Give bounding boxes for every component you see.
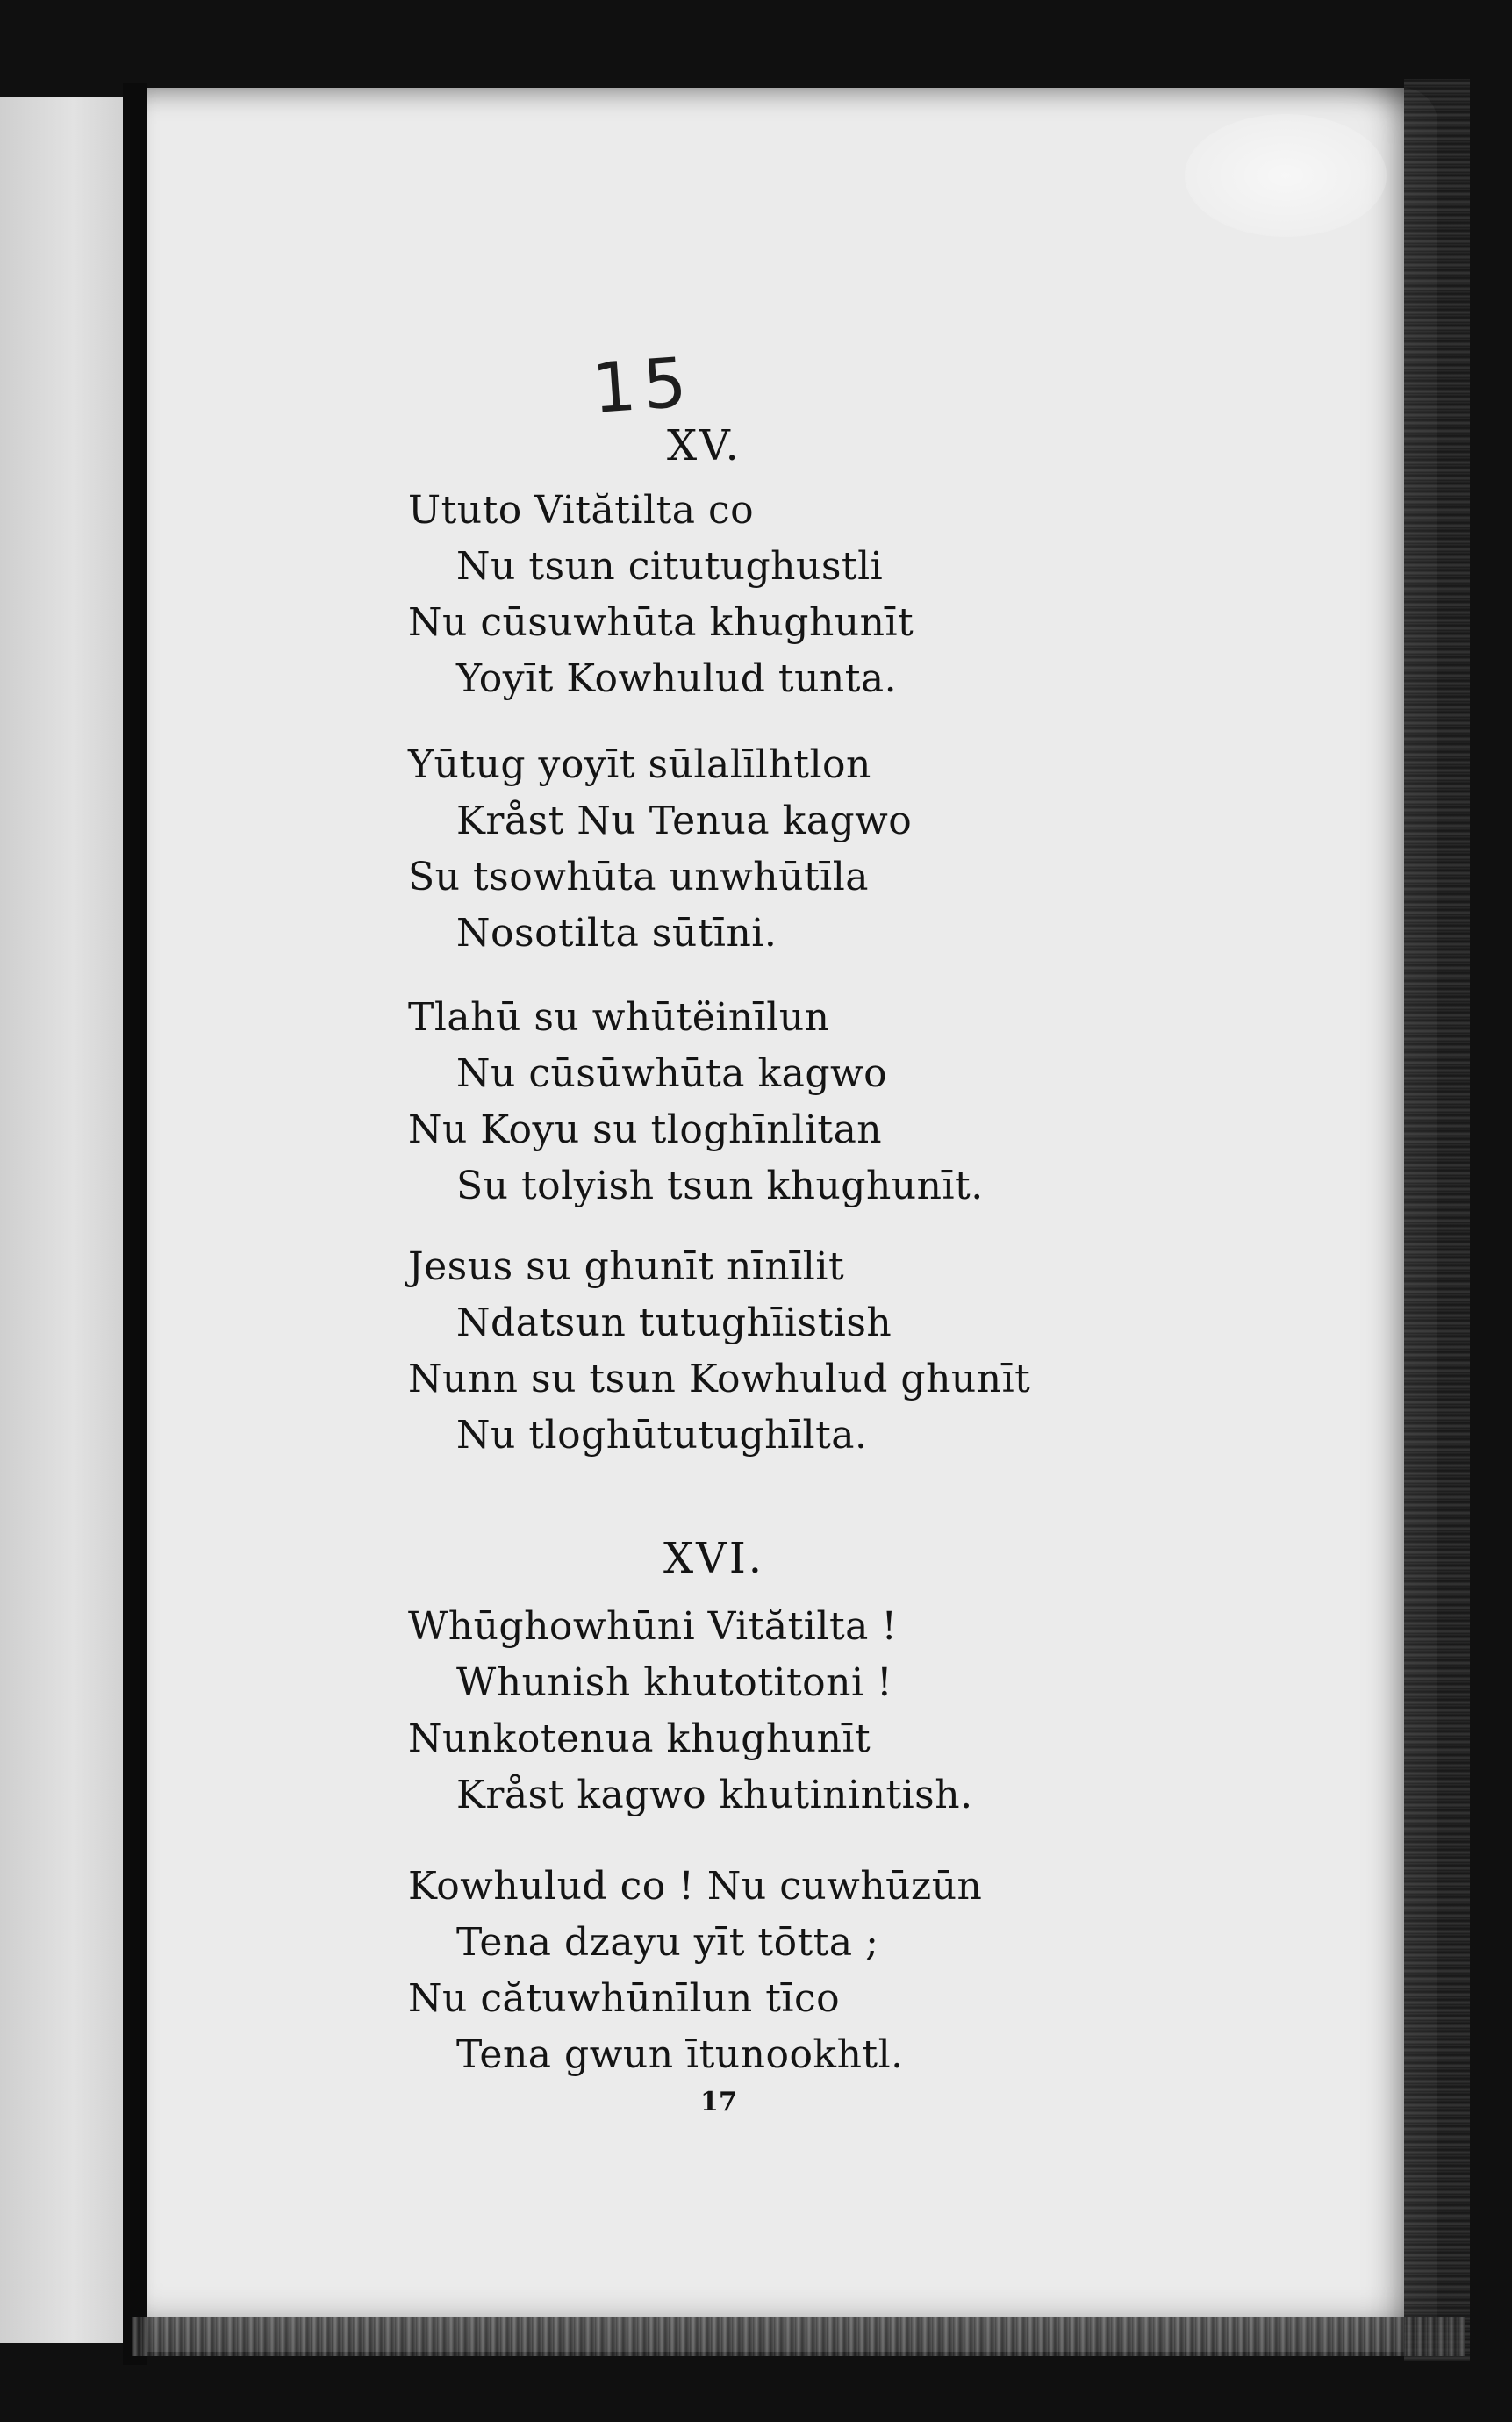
- verse-line: Tena gwun ītunookhtl.: [456, 2032, 904, 2077]
- stanza: [408, 990, 984, 1215]
- verse-line: Nosotilta sūtīni.: [456, 911, 777, 956]
- verse-line: Nu cătuwhūnīlun tīco: [408, 1976, 841, 2021]
- handwritten-annotation: 15: [590, 343, 697, 429]
- page-number: 17: [700, 2087, 737, 2117]
- verse-line: Nu Koyu su tloghīnlitan: [408, 1107, 883, 1152]
- verse-line: Su tsowhūta unwhūtīla: [408, 855, 870, 899]
- stanza: [408, 1599, 973, 1824]
- stanza: [408, 483, 914, 707]
- verse-line: Nu cūsūwhūta kagwo: [456, 1051, 888, 1096]
- stanza: [408, 737, 912, 962]
- right-page-edge: [1404, 79, 1470, 2361]
- verse-line: Ututo Vitătilta co: [408, 488, 755, 533]
- verse-line: Su tolyish tsun khughunīt.: [456, 1164, 984, 1208]
- verse-line: Jesus su ghunīt nīnīlit: [408, 1244, 845, 1289]
- verse-line: Ndatsun tutughīistish: [456, 1301, 892, 1345]
- verse-line: Kowhulud co ! Nu cuwhūzūn: [408, 1864, 983, 1909]
- previous-page-edge: [0, 97, 123, 2343]
- verse-line: Yoyīt Kowhulud tunta.: [456, 656, 898, 701]
- hymn-heading-xv: XV.: [667, 421, 742, 470]
- verse-line: Kråst kagwo khutinintish.: [456, 1773, 973, 1817]
- verse-line: Yūtug yoyīt sūlalīlhtlon: [408, 742, 871, 787]
- paper-stain: [1185, 114, 1387, 237]
- verse-line: Nu cūsuwhūta khughunīt: [408, 600, 914, 645]
- verse-line: Nu tsun citutughustli: [456, 544, 884, 589]
- verse-line: Tena dzayu yīt tōtta ;: [456, 1920, 879, 1965]
- verse-line: Whūghowhūni Vitătilta !: [408, 1604, 898, 1649]
- verse-line: Whunish khutotitoni !: [456, 1660, 893, 1705]
- verse-line: Tlahū su whūtëinīlun: [408, 995, 830, 1040]
- verse-line: Nu tloghūtutughīlta.: [456, 1413, 868, 1458]
- bottom-page-edge: [132, 2317, 1465, 2356]
- book-binding-gutter: [123, 83, 147, 2365]
- hymn-heading-xvi: XVI.: [663, 1534, 765, 1583]
- verse-line: Nunn su tsun Kowhulud ghunīt: [408, 1357, 1031, 1401]
- verse-line: Kråst Nu Tenua kagwo: [456, 799, 913, 843]
- stanza: [408, 1859, 982, 2083]
- verse-line: Nunkotenua khughunīt: [408, 1716, 871, 1761]
- stanza: [408, 1239, 1030, 1464]
